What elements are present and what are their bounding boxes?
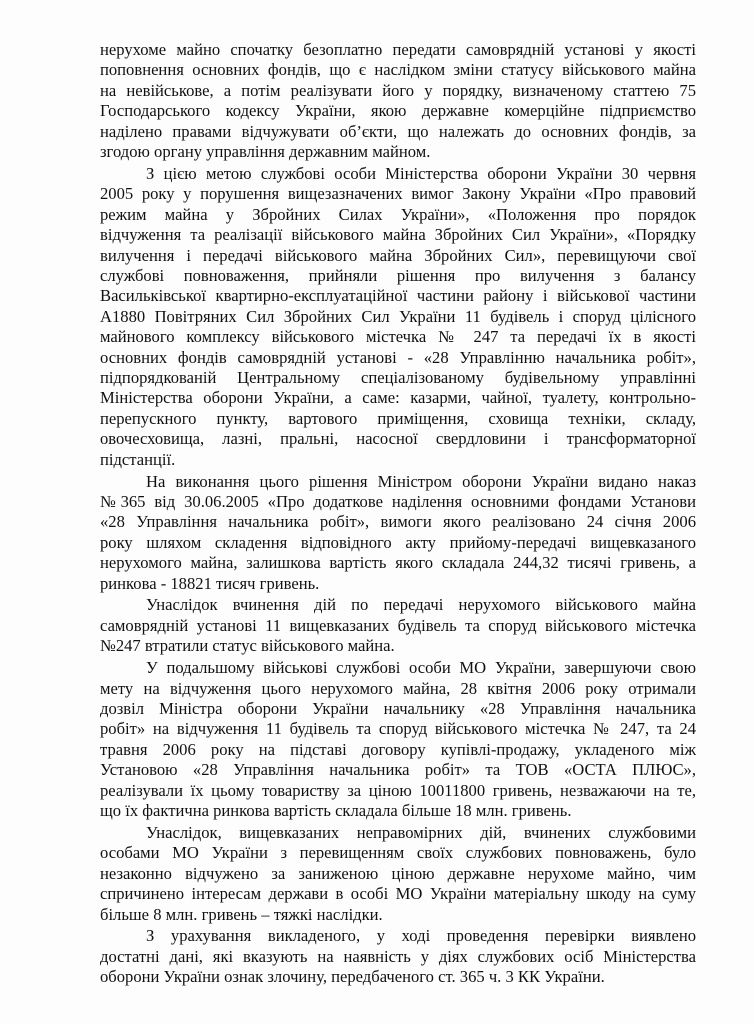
text-line: нерухомого майна, залишкова вартість якого складала 244,32 тисячі гривень, а xyxy=(100,553,696,573)
text-line: Унаслідок вчинення дій по передачі нерухомого військового майна xyxy=(146,595,696,615)
text-line: на невійськове, а потім реалізувати його у порядку, визначеному статтею 75 xyxy=(100,80,696,100)
text-line: згодою органу управління державним майном. xyxy=(100,142,431,162)
text-line: спричинено інтересам держави в особі МО України матеріальну шкоду на суму xyxy=(100,884,696,904)
text-line: У подальшому військові службові особи МО України, завершуючи свою xyxy=(146,658,696,678)
paragraph xyxy=(100,472,696,594)
text-line: З урахування викладеного, у ході проведення перевірки виявлено xyxy=(146,926,696,946)
text-line: травня 2006 року на підставі договору купівлі-продажу, укладеного між xyxy=(100,739,696,759)
text-line: основних фондів самоврядній установі - «28 Управлінню начальника робіт», xyxy=(100,347,696,367)
text-line: службові повноваження, прийняли рішення про вилучення з балансу xyxy=(100,265,696,285)
text-line: Господарського кодексу України, якою державне комерційне підприємство xyxy=(100,101,696,121)
text-line: нерухоме майно спочатку безоплатно передати самоврядній установі у якості xyxy=(100,40,696,59)
text-line: самоврядній установі 11 вищевказаних будівель та споруд військового містечка xyxy=(100,615,696,635)
document-body xyxy=(100,40,696,989)
text-line: №365 від 30.06.2005 «Про додаткове наділення основними фондами Установи xyxy=(100,491,696,511)
text-line: «28 Управління начальника робіт», вимоги якого реалізовано 24 січня 2006 xyxy=(100,512,696,532)
text-line: відчуження та реалізації військового майна Збройних Сил України», «Порядку xyxy=(100,225,696,245)
text-line: режим майна у Збройних Силах України», «Положення про порядок xyxy=(100,204,696,224)
text-line: Васильківської квартирно-експлуатаційної частини району і військової частини xyxy=(100,286,696,306)
text-line: незаконно відчужено за заниженою ціною державне нерухоме майно, чим xyxy=(100,863,696,883)
text-line: На виконання цього рішення Міністром оборони України видано наказ xyxy=(146,471,696,491)
paragraph xyxy=(100,595,696,656)
text-line: наділено правами відчужувати об’єкти, що належать до основних фондів, за xyxy=(100,121,696,141)
text-line: підстанції. xyxy=(100,449,176,469)
text-line: року шляхом складення відповідного акту прийому-передачі вищевказаного xyxy=(100,532,696,552)
text-line: перепускного пункту, вартового приміщення, сховища техніки, складу, xyxy=(100,408,696,428)
text-line: Установою «28 Управління начальника робіт» та ТОВ «ОСТА ПЛЮС», xyxy=(100,760,696,780)
text-line: вилучення і передачі військового майна Збройних Сил», перевищуючи свої xyxy=(100,245,696,265)
paragraph xyxy=(100,164,696,470)
text-line: реалізували їх цьому товариству за ціною 10011800 гривень, незважаючи на те, xyxy=(100,780,696,800)
text-line: достатні дані, які вказують на наявність у діях службових осіб Міністерства xyxy=(100,946,696,966)
text-line: Міністерства оборони України, а саме: казарми, чайної, туалету, контрольно- xyxy=(100,388,696,408)
text-line: поповнення основних фондів, що є наслідком зміни статусу військового майна xyxy=(100,60,696,80)
text-line: особами МО України з перевищенням своїх службових повноважень, було xyxy=(100,843,696,863)
text-line: ринкова - 18821 тисяч гривень. xyxy=(100,573,320,593)
text-line: №247 втратили статус військового майна. xyxy=(100,636,395,656)
paragraph xyxy=(100,40,696,162)
text-line: овочесховища, лазні, пральні, насосної свердловини і трансформаторної xyxy=(100,429,696,449)
text-line: Унаслідок, вищевказаних неправомірних дій, вчинених службовими xyxy=(146,822,696,842)
text-line: майнового комплексу військового містечка № 247 та передачі їх в якості xyxy=(100,327,696,347)
text-line: З цією метою службові особи Міністерства оборони України 30 червня xyxy=(146,163,696,183)
paragraph xyxy=(100,658,696,821)
text-line: оборони України ознак злочину, передбаченого ст. 365 ч. 3 КК України. xyxy=(100,967,605,987)
text-line: А1880 Повітряних Сил Збройних Сил України 11 будівель і споруд цілісного xyxy=(100,306,696,326)
text-line: більше 8 млн. гривень – тяжкі наслідки. xyxy=(100,904,383,924)
text-line: мету на відчуження цього нерухомого майна, 28 квітня 2006 року отримали xyxy=(100,678,696,698)
paragraph xyxy=(100,926,696,987)
text-line: дозвіл Міністра оборони України начальнику «28 Управління начальника xyxy=(100,699,696,718)
text-line: підпорядкованій Центральному спеціалізованому будівельному управлінні xyxy=(100,368,696,387)
text-line: робіт» на відчуження 11 будівель та споруд військового містечка № 247, та 24 xyxy=(100,719,696,739)
text-line: що їх фактична ринкова вартість складала більше 18 млн. гривень. xyxy=(100,801,572,821)
text-line: 2005 року у порушення вищезазначених вимог Закону України «Про правовий xyxy=(100,184,696,204)
paragraph xyxy=(100,823,696,925)
